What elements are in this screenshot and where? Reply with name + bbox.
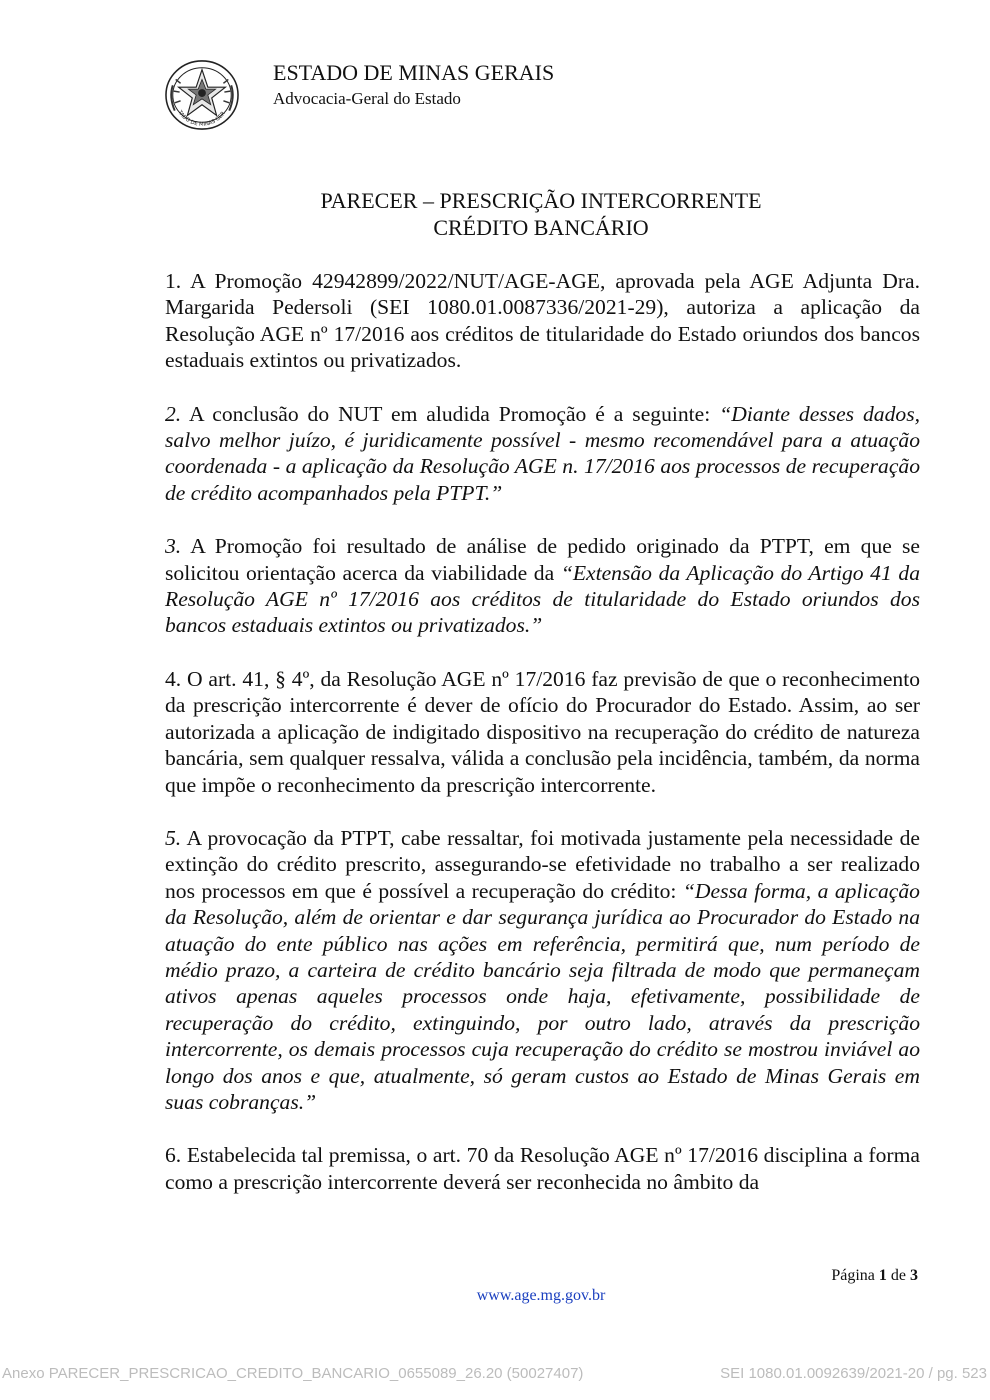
page-of: de: [890, 1267, 906, 1284]
department-name: Advocacia-Geral do Estado: [273, 89, 461, 108]
paragraph-text: O art. 41, § 4º, da Resolução AGE nº 17/2016 faz previsão de que o reconhecimento da prescrição intercorrente é dever de ofício do Procurador do Estado. Assim, ao ser autorizada a aplicação de indigitado dispositivo na recuperação do crédito de natureza bancária, sem qualquer ressalva, válida a conclusão pela incidência, também, da norma que impõe o reconhecimento da prescrição intercorrente.: [165, 666, 920, 797]
document-body: [165, 268, 920, 1222]
organization-header: [273, 60, 554, 110]
state-seal-icon: [163, 58, 241, 132]
paragraph-number: 4.: [165, 666, 182, 691]
paragraph-number: 2.: [165, 401, 182, 426]
paragraph-quote: “Extensão da Aplicação do Artigo 41 da Resolução AGE nº 17/2016 aos créditos de titularidade do Estado oriundos dos bancos estaduais extintos ou privatizados.”: [165, 560, 920, 638]
footer-sei-reference: SEI 1080.01.0092639/2021-20 / pg. 523: [720, 1365, 987, 1382]
paragraph-3: [165, 533, 920, 639]
paragraph-text: A conclusão do NUT em aludida Promoção é a seguinte:: [188, 401, 711, 426]
document-footer: [0, 1365, 990, 1389]
paragraph-2: [165, 401, 920, 507]
paragraph-quote: “Diante desses dados, salvo melhor juízo, é juridicamente possível - mesmo recomendável para a atuação coordenada - a aplicação da Resolução AGE n. 17/2016 aos processos de recuperação de crédito acompanhados pela PTPT.”: [165, 401, 921, 505]
paragraph-text: Estabelecida tal premissa, o art. 70 da Resolução AGE nº 17/2016 disciplina a forma como a prescrição intercorrente deverá ser reconhecida no âmbito da: [165, 1143, 920, 1194]
footer-attachment-info: Anexo PARECER_PRESCRICAO_CREDITO_BANCARIO_0655089_26.20 (50027407): [2, 1365, 584, 1382]
paragraph-number: 6.: [165, 1143, 182, 1168]
paragraph-number: 3.: [165, 534, 182, 559]
paragraph-1: [165, 268, 920, 374]
paragraph-number: 5.: [165, 825, 182, 850]
paragraph-text: A provocação da PTPT, cabe ressaltar, foi motivada justamente pela necessidade de extinção do crédito prescrito, assegurando-se efetividade no trabalho a ser realizado nos processos em que é possível a recuperação do crédito:: [165, 825, 920, 903]
website-link[interactable]: www.age.mg.gov.br: [476, 1287, 606, 1304]
paragraph-text: A Promoção foi resultado de análise de pedido originado da PTPT, em que se solicitou orientação acerca da viabilidade da: [165, 534, 920, 585]
paragraph-number: 1.: [165, 269, 182, 293]
paragraph-5: [165, 825, 920, 1115]
page-total: 3: [910, 1267, 918, 1284]
title-line-1: PARECER – PRESCRIÇÃO INTERCORRENTE: [320, 188, 762, 213]
svg-text:ESTADO DE MINAS GERAIS: TADO DE MINAS GER: [176, 109, 227, 128]
page-label: Página: [831, 1267, 875, 1284]
paragraph-4: [165, 666, 920, 798]
paragraph-text: A Promoção 42942899/2022/NUT/AGE-AGE, aprovada pela AGE Adjunta Dra. Margarida Pedersoli (SEI 1080.01.0087336/2021-29), autoriza a aplicação da Resolução AGE nº 17/2016 aos créditos de titularidade do Estado oriundos dos bancos estaduais extintos ou privatizados.: [165, 269, 920, 373]
title-line-2: CRÉDITO BANCÁRIO: [433, 215, 649, 240]
page-number: [831, 1267, 918, 1285]
state-name: ESTADO DE MINAS GERAIS: [273, 60, 555, 85]
document-title: [0, 187, 990, 241]
paragraph-6: [165, 1142, 920, 1195]
paragraph-quote: “Dessa forma, a aplicação da Resolução, além de orientar e dar segurança jurídica ao Procurador do Estado na atuação do ente público nas ações em referência, permitirá que, num período de médio prazo, a carteira de crédito bancário seja filtrada de modo que permaneçam ativos apenas aqueles processos onde haja, efetivamente, possibilidade de recuperação do crédito, extinguindo, por outro lado, através da prescrição intercorrente, os demais processos cuja recuperação do crédito se mostrou inviável ao longo dos anos e que, atualmente, só geram custos ao Estado de Minas Gerais em suas cobranças.”: [165, 878, 920, 1114]
page-current: 1: [878, 1267, 887, 1284]
